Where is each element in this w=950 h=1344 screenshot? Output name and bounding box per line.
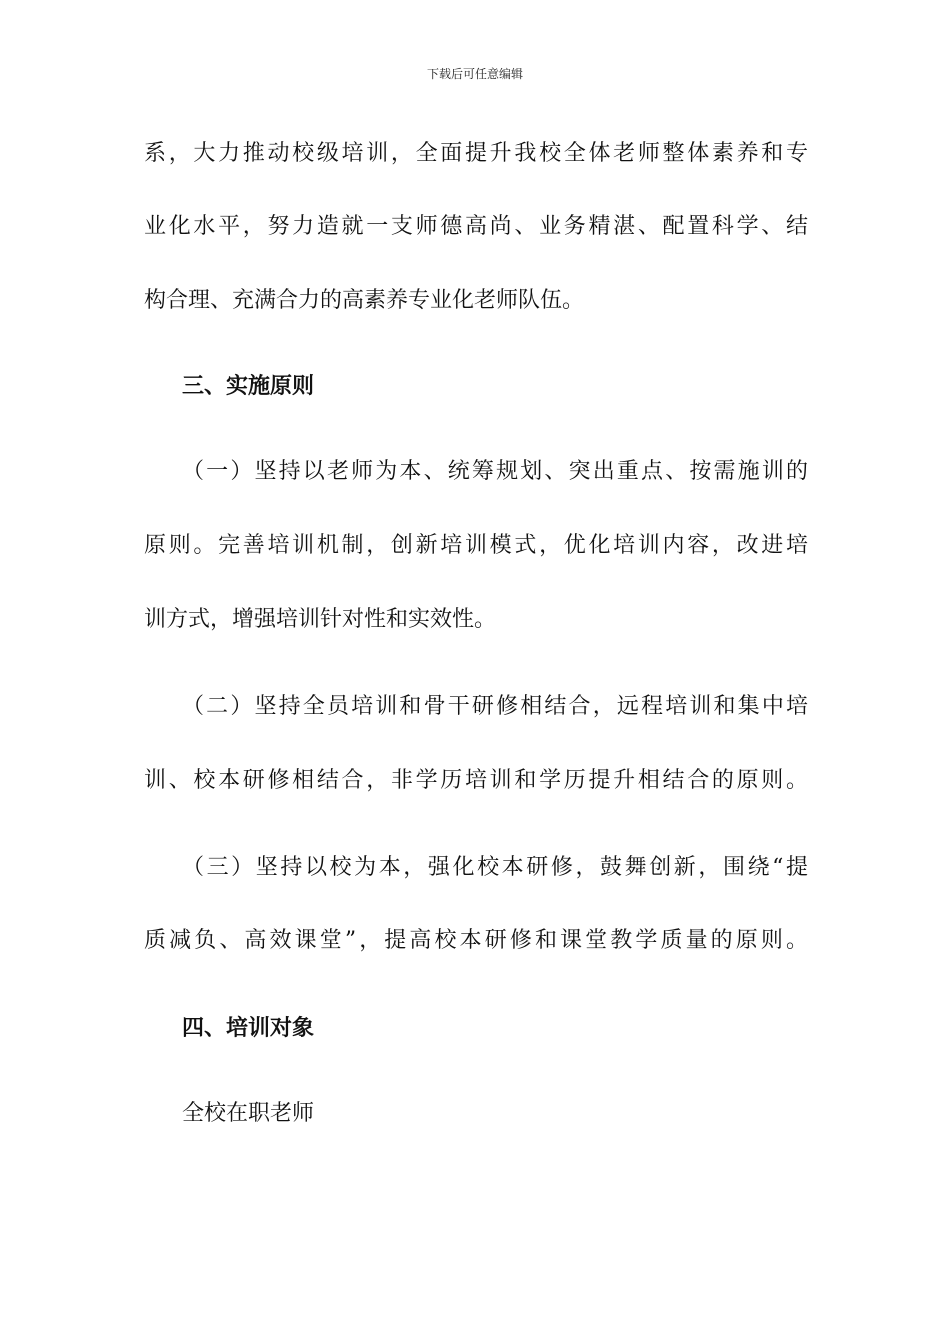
paragraph-line: （一）坚持以老师为本、统筹规划、突出重点、按需施训的	[182, 459, 808, 484]
paragraph-line: （三）坚持以校为本，强化校本研修，鼓舞创新，围绕“提	[182, 855, 808, 880]
paragraph-line: 原则。完善培训机制，创新培训模式，优化培训内容，改进培	[144, 533, 808, 558]
paragraph-line: 质减负、高效课堂”，提高校本研修和课堂教学质量的原则。	[144, 928, 808, 953]
paragraph-line: 全校在职老师	[182, 1101, 315, 1126]
paragraph-line: 训方式，增强培训针对性和实效性。	[144, 607, 497, 632]
paragraph-line: 构合理、充满合力的高素养专业化老师队伍。	[144, 288, 585, 313]
section-heading-training-targets: 四、培训对象	[182, 1015, 315, 1041]
paragraph-line: （二）坚持全员培训和骨干研修相结合，远程培训和集中培	[182, 694, 808, 719]
section-heading-implementation-principles: 三、实施原则	[182, 373, 315, 399]
paragraph-line: 训、校本研修相结合，非学历培训和学历提升相结合的原则。	[144, 768, 808, 793]
paragraph-line: 系，大力推动校级培训，全面提升我校全体老师整体素养和专	[144, 141, 808, 166]
page-header: 下载后可任意编辑	[426, 67, 523, 81]
paragraph-line: 业化水平，努力造就一支师德高尚、业务精湛、配置科学、结	[144, 214, 808, 239]
